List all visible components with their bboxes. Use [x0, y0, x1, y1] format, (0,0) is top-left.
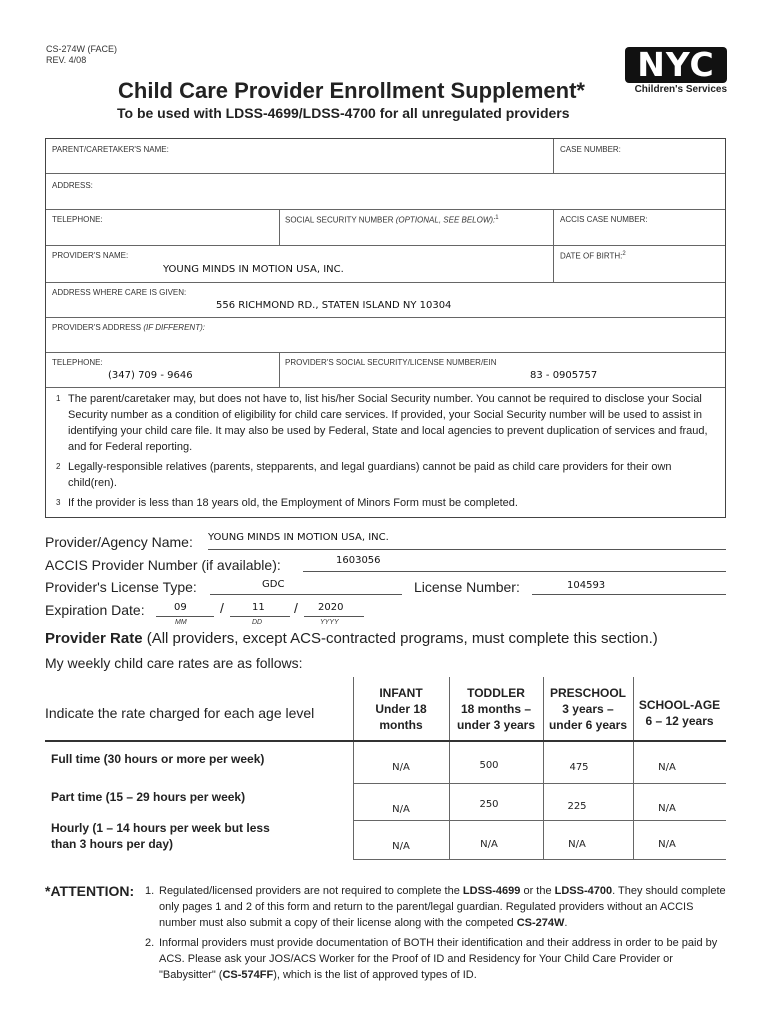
form-rule	[46, 352, 725, 353]
provider-rate-heading-bold: Provider Rate	[45, 630, 143, 647]
attention-form-ref: LDSS-4699	[462, 885, 521, 897]
ssn-label	[285, 215, 499, 225]
case-number-label: CASE NUMBER:	[560, 145, 621, 154]
license-type-underline	[210, 594, 402, 595]
rate-cell[interactable]: 475	[569, 762, 589, 773]
rate-cell[interactable]: N/A	[392, 804, 410, 815]
col-infant-range: Under 18 months	[375, 702, 427, 732]
form-divider	[553, 139, 554, 173]
rate-cell[interactable]: N/A	[480, 839, 498, 850]
exp-mm-underline	[156, 616, 214, 617]
col-preschool	[543, 685, 633, 733]
agency-name-label: Provider/Agency Name:	[45, 534, 193, 550]
rate-cell[interactable]: 225	[567, 801, 587, 812]
footnote-text: If the provider is less than 18 years old, the Employment of Minors Form must be completed.	[68, 497, 518, 509]
nyc-logo-mark: NYC	[625, 47, 727, 83]
row-hourly-label: Hourly (1 – 14 hours per week but less than 3 hours per day)	[51, 821, 270, 851]
exp-yyyy-underline	[304, 616, 364, 617]
provider-rate-heading-rest: (All providers, except ACS-contracted programs, must complete this section.)	[142, 630, 658, 647]
rate-cell[interactable]: N/A	[658, 803, 676, 814]
col-infant-name: INFANT	[379, 686, 423, 700]
telephone-label: TELEPHONE:	[52, 215, 103, 224]
telephone2-value[interactable]: (347) 709 - 9646	[108, 370, 193, 381]
ssn-label-note: (OPTIONAL, SEE BELOW):	[395, 215, 496, 225]
form-title: Child Care Provider Enrollment Supplement*	[118, 78, 585, 103]
col-toddler-range: 18 months – under 3 years	[456, 702, 536, 732]
attention-item-1	[145, 883, 728, 931]
form-rule	[46, 317, 725, 318]
exp-month-value[interactable]: 09	[174, 602, 187, 613]
form-divider	[553, 209, 554, 245]
license-number-value[interactable]: 104593	[567, 580, 606, 591]
rate-cell[interactable]: N/A	[392, 762, 410, 773]
exp-dd-hint: DD	[252, 619, 263, 626]
form-rule	[46, 209, 725, 210]
provider-name-value[interactable]: YOUNG MINDS IN MOTION USA, INC.	[163, 264, 344, 275]
license-type-label: Provider's License Type:	[45, 579, 197, 595]
exp-year-value[interactable]: 2020	[318, 602, 344, 613]
form-divider	[553, 245, 554, 282]
indicate-rate-label: Indicate the rate charged for each age level	[45, 705, 315, 721]
rate-grid-line	[353, 783, 726, 784]
provider-ssn-value[interactable]: 83 - 0905757	[530, 370, 598, 381]
col-preschool-name: PRESCHOOL	[549, 686, 626, 700]
attention-text	[145, 883, 728, 931]
exp-yyyy-hint: YYYY	[320, 619, 339, 626]
ssn-label-text: SOCIAL SECURITY NUMBER	[285, 215, 394, 225]
rate-cell[interactable]: N/A	[568, 839, 586, 850]
form-code	[46, 44, 117, 66]
date-slash: /	[294, 600, 298, 616]
col-school-age	[633, 697, 726, 729]
license-number-label: License Number:	[414, 579, 520, 595]
provider-ssn-label: PROVIDER'S SOCIAL SECURITY/LICENSE NUMBER/EIN	[285, 358, 497, 367]
enrollment-form-box	[45, 138, 726, 518]
form-divider	[279, 209, 280, 245]
provider-address-label-text: PROVIDER'S ADDRESS	[52, 323, 142, 332]
form-rule	[46, 245, 725, 246]
attention-text-part: or the	[520, 885, 555, 897]
attention-number: 2.	[145, 937, 155, 949]
footnotes	[54, 391, 716, 515]
accis-provider-value[interactable]: 1603056	[336, 555, 381, 566]
footnote-number: 1	[56, 394, 61, 403]
attention-text-part: .	[564, 917, 568, 929]
rates-intro: My weekly child care rates are as follows:	[45, 655, 303, 671]
rate-grid-line	[353, 859, 726, 860]
rate-cell[interactable]: N/A	[658, 839, 676, 850]
address-label: ADDRESS:	[52, 181, 93, 190]
footnote-1	[54, 391, 716, 455]
footnote-number: 2	[56, 462, 61, 471]
attention-text-part: ), which is the list of approved types of ID.	[273, 969, 477, 981]
form-subtitle: To be used with LDSS-4699/LDSS-4700 for all unregulated providers	[117, 105, 570, 121]
accis-provider-label: ACCIS Provider Number (if available):	[45, 557, 281, 573]
footnote-text: Legally-responsible relatives (parents, stepparents, and legal guardians) cannot be paid as child care providers for their own child(ren).	[68, 461, 672, 489]
row-part-time-label: Part time (15 – 29 hours per week)	[51, 790, 246, 804]
form-rule	[46, 387, 725, 388]
rate-cell[interactable]: N/A	[658, 762, 676, 773]
provider-address-label	[52, 323, 205, 332]
exp-mm-hint: MM	[175, 619, 187, 626]
rate-table	[45, 677, 726, 860]
provider-address-note: (IF DIFFERENT):	[143, 323, 205, 332]
telephone2-label: TELEPHONE:	[52, 358, 103, 367]
form-rule	[46, 282, 725, 283]
footnote-2	[54, 459, 716, 491]
attention-label: *ATTENTION:	[45, 883, 135, 899]
care-address-label: ADDRESS WHERE CARE IS GIVEN:	[52, 288, 187, 297]
license-number-underline	[532, 594, 726, 595]
exp-dd-underline	[230, 616, 290, 617]
col-toddler	[449, 685, 543, 733]
attention-text-part: . They should complete only pages 1 and 2 of this form and return to the parent/legal guardian. Regulated providers without an ACCIS number must also submit a copy of their license along with the competed	[159, 885, 726, 929]
expiration-label: Expiration Date:	[45, 602, 145, 618]
rate-cell[interactable]: N/A	[392, 841, 410, 852]
form-divider	[279, 352, 280, 387]
attention-text	[145, 935, 728, 983]
dob-label	[560, 251, 626, 261]
agency-name-underline	[208, 549, 726, 550]
attention-form-ref: CS-574FF	[222, 969, 274, 981]
accis-provider-underline	[303, 571, 726, 572]
footnote-3	[54, 495, 716, 511]
attention-text-part: Informal providers must provide documentation of BOTH their identification and their address in order to be paid by ACS. Please ask your JOS/ACS Worker for the Proof of ID and Residency for Your Child Care Provider or "Babysitter" (	[159, 937, 718, 981]
care-address-value[interactable]: 556 RICHMOND RD., STATEN ISLAND NY 10304	[216, 300, 452, 311]
exp-day-value[interactable]: 11	[252, 602, 265, 613]
agency-name-value[interactable]: YOUNG MINDS IN MOTION USA, INC.	[208, 532, 389, 543]
license-type-value[interactable]: GDC	[262, 579, 285, 590]
col-preschool-range: 3 years – under 6 years	[548, 702, 628, 732]
dob-label-text: DATE OF BIRTH:	[560, 251, 623, 261]
parent-name-label: PARENT/CARETAKER'S NAME:	[52, 145, 169, 154]
rate-cell[interactable]: 500	[479, 760, 499, 771]
nyc-logo-subtitle: Children's Services	[634, 84, 727, 95]
rate-cell[interactable]: 250	[479, 799, 499, 810]
dob-footnote-ref: 2	[622, 251, 626, 257]
accis-case-label: ACCIS CASE NUMBER:	[560, 215, 648, 224]
provider-rate-heading	[45, 630, 658, 647]
form-rule	[46, 173, 725, 174]
provider-name-label: PROVIDER'S NAME:	[52, 251, 129, 260]
attention-form-ref: LDSS-4700	[554, 885, 613, 897]
nyc-logo	[625, 47, 727, 95]
attention-text-part: Regulated/licensed providers are not required to complete the	[159, 885, 463, 897]
attention-item-2	[145, 935, 728, 983]
revision-text: REV. 4/08	[46, 55, 87, 65]
rate-grid-line	[353, 820, 726, 821]
ssn-footnote-ref: 1	[495, 215, 499, 221]
col-toddler-name: TODDLER	[467, 686, 525, 700]
col-infant	[353, 685, 449, 733]
attention-number: 1.	[145, 885, 155, 897]
col-school-age-range: 6 – 12 years	[645, 714, 714, 728]
attention-form-ref: CS-274W	[516, 917, 565, 929]
footnote-number: 3	[56, 498, 61, 507]
row-full-time-label: Full time (30 hours or more per week)	[51, 752, 265, 766]
form-code-text: CS-274W (FACE)	[46, 44, 118, 54]
col-school-age-name: SCHOOL-AGE	[638, 698, 721, 712]
footnote-text: The parent/caretaker may, but does not have to, list his/her Social Security number. You cannot be required to disclose your Social Security number as a condition of eligibility for child care services. If provided, your Social Security number will be used to assist in identifying your child care file. It may also be used by Federal, State and local agencies to prevent duplication of services and fraud, and for Federal reporting.	[68, 393, 708, 453]
rate-header-rule	[45, 740, 726, 742]
date-slash: /	[220, 600, 224, 616]
